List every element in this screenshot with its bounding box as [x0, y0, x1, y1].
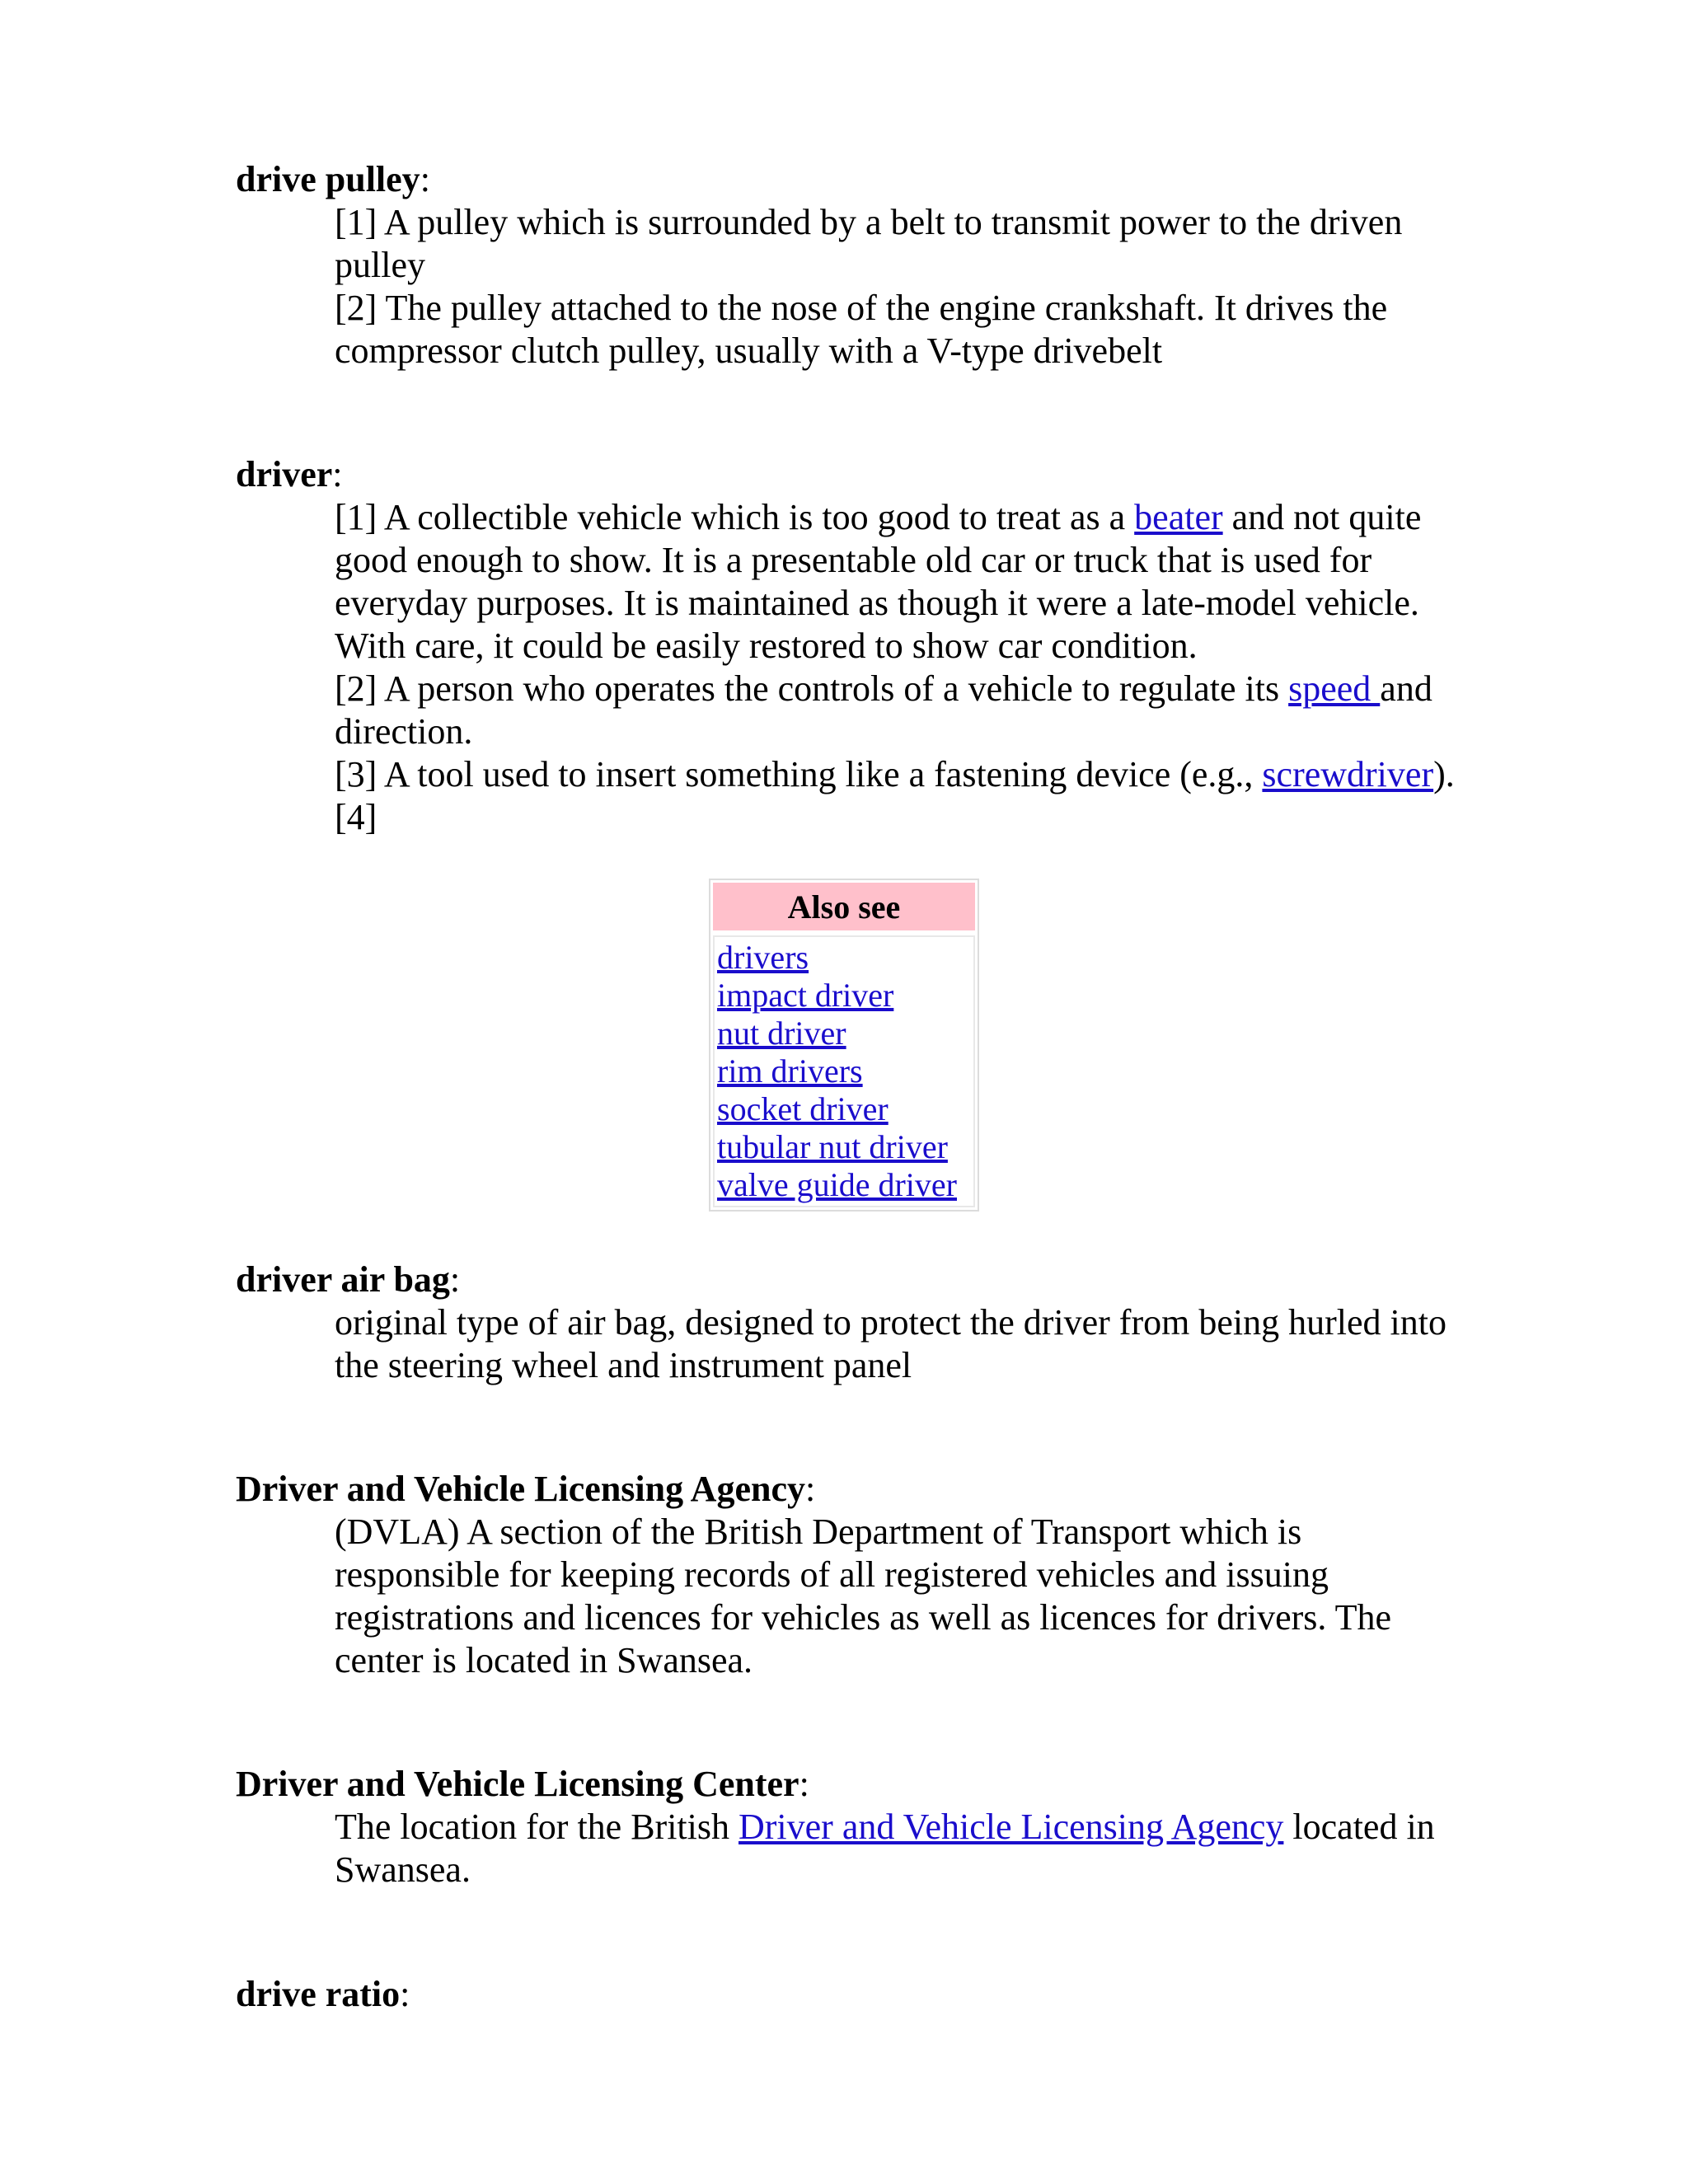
term: Driver and Vehicle Licensing Agency — [236, 1469, 805, 1509]
entry-driver — [236, 453, 1472, 839]
definition-1: [1] A pulley which is surrounded by a belt to transmit power to the driven pulley — [335, 202, 1403, 285]
definition-1: (DVLA) A section of the British Department of Transport which is responsible for keeping records of all registered vehicles and issuing registrations and licences for vehicles as well as licences for drivers. The center is located in Swansea. — [335, 1511, 1392, 1680]
also-see-link-tubular-nut-driver[interactable]: tubular nut driver — [717, 1128, 948, 1165]
also-see-box — [709, 879, 979, 1212]
term: Driver and Vehicle Licensing Center — [236, 1764, 799, 1804]
definition-3: [3] A tool used to insert something like a fastening device (e.g., screwdriver). — [335, 754, 1455, 794]
term-line: drive ratio: — [236, 1974, 410, 2014]
also-see-link-drivers[interactable]: drivers — [717, 939, 809, 976]
term-line: Driver and Vehicle Licensing Center: — [236, 1764, 809, 1804]
term-line: Driver and Vehicle Licensing Agency: — [236, 1469, 816, 1509]
term-line: driver air bag: — [236, 1259, 461, 1300]
link-beater[interactable]: beater — [1134, 497, 1223, 537]
link-speed[interactable]: speed — [1288, 668, 1381, 709]
entry-drive-ratio — [236, 1973, 1472, 2016]
term-line: drive pulley: — [236, 159, 430, 199]
also-see-link-nut-driver[interactable]: nut driver — [717, 1015, 846, 1052]
term-line: driver: — [236, 454, 343, 494]
term: drive ratio — [236, 1974, 401, 2014]
definition-4: [4] — [335, 797, 377, 837]
definition-1: The location for the British Driver and Vehicle Licensing Agency located in Swansea. — [335, 1807, 1435, 1890]
link-dvla[interactable]: Driver and Vehicle Licensing Agency — [738, 1807, 1284, 1847]
also-see-link-rim-drivers[interactable]: rim drivers — [717, 1052, 863, 1090]
term: drive pulley — [236, 159, 420, 199]
also-see-heading: Also see — [713, 883, 975, 930]
also-see-link-impact-driver[interactable]: impact driver — [717, 977, 894, 1014]
definition-2: [2] A person who operates the controls of a vehicle to regulate its speed and direction. — [335, 668, 1432, 752]
definition-1: [1] A collectible vehicle which is too good to treat as a beater and not quite good enough to show. It is a presentable old car or truck that is used for everyday purposes. It is maintained as though it were a late-model vehicle. With care, it could be easily restored to show car condition. — [335, 497, 1422, 666]
term: driver air bag — [236, 1259, 450, 1300]
definition-2: [2] The pulley attached to the nose of the engine crankshaft. It drives the compressor clutch pulley, usually with a V-type drivebelt — [335, 288, 1388, 371]
entry-dvla — [236, 1468, 1472, 1682]
link-screwdriver[interactable]: screwdriver — [1262, 754, 1434, 794]
entry-driver-air-bag — [236, 1258, 1472, 1387]
entry-drive-pulley — [236, 158, 1472, 373]
also-see-link-valve-guide-driver[interactable]: valve guide driver — [717, 1166, 957, 1203]
entry-dvlc — [236, 1763, 1472, 1891]
definition-1: original type of air bag, designed to protect the driver from being hurled into the steering wheel and instrument panel — [335, 1302, 1447, 1385]
also-see-list — [713, 935, 975, 1207]
term: driver — [236, 454, 333, 494]
also-see-link-socket-driver[interactable]: socket driver — [717, 1090, 889, 1127]
